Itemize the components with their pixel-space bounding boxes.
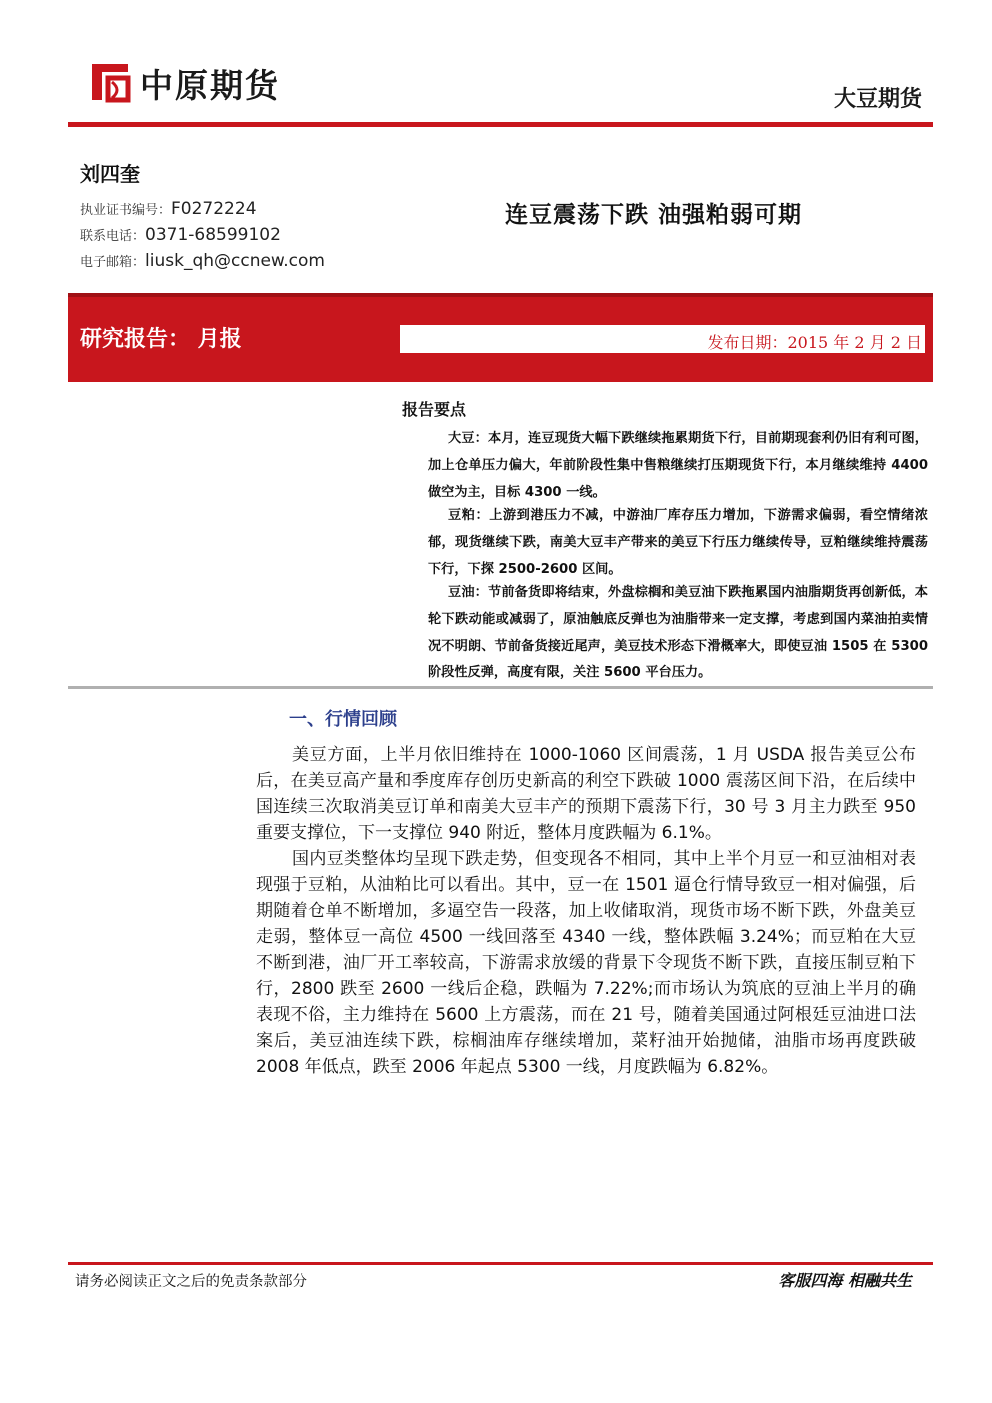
body-paragraph: 美豆方面，上半月依旧维持在 1000-1060 区间震荡，1 月 USDA 报告美豆公布后，在美豆高产量和季度库存创历史新高的利空下跌破 1000 震荡区间下沿，在后续中国连续三次取消美豆订单和南美大豆丰产的预期下震荡下行，30 号 3 月主力跌至 950 重要支撑位，下一支撑位 940 附近，整体月度跌幅为 6.1%。 (256, 745, 916, 843)
cert-value: F0272224 (171, 199, 257, 219)
analyst-name: 刘四奎 (80, 162, 140, 186)
key-points-heading: 报告要点 (402, 400, 467, 419)
key-point-soymeal: 豆粕：上游到港压力不减，中游油厂库存压力增加，下游需求偏弱，看空情绪浓郁，现货继续下跌，南美大豆丰产带来的美豆下行压力继续传导，豆粕继续维持震荡下行，下探 2500-2600 区间。 (428, 508, 928, 577)
phone-row (80, 225, 281, 245)
email-label: 电子邮箱： (80, 255, 146, 270)
footer-slogan: 客服四海 相融共生 (778, 1271, 912, 1290)
report-type: 研究报告： 月报 (80, 326, 242, 352)
email-value: liusk_qh@ccnew.com (145, 251, 325, 271)
report-category: 大豆期货 (833, 87, 922, 112)
key-points-divider (68, 686, 933, 689)
company-logo-text: 中原期货 (140, 66, 280, 105)
footer-divider (68, 1262, 933, 1265)
company-logo-icon (88, 60, 132, 104)
banner-top-edge (68, 293, 933, 297)
key-point-soyoil: 豆油：节前备货即将结束，外盘棕榈和美豆油下跌拖累国内油脂期货再创新低，本轮下跌动能或减弱了，原油触底反弹也为油脂带来一定支撑，考虑到国内菜油拍卖情况不明朗、节前备货接近尾声，美豆技术形态下滑概率大，即使豆油 1505 在 5300 阶段性反弹，高度有限，关注 5600 平台压力。 (428, 585, 928, 681)
cert-label: 执业证书编号： (80, 203, 172, 218)
cert-row (80, 199, 257, 219)
email-row (80, 251, 325, 271)
phone-value: 0371-68599102 (145, 225, 281, 245)
header-divider (68, 122, 933, 127)
phone-label: 联系电话： (80, 229, 146, 244)
section-title: 一、行情回顾 (289, 709, 397, 730)
body-paragraph: 国内豆类整体均呈现下跌走势，但变现各不相同，其中上半个月豆一和豆油相对表现强于豆粕，从油粕比可以看出。其中，豆一在 1501 逼仓行情导致豆一相对偏强，后期随着仓单不断增加，多逼空告一段落，加上收储取消，现货市场不断下跌，外盘美豆走弱，整体豆一高位 4500 一线回落至 4340 一线，整体跌幅 3.24%；而豆粕在大豆不断到港，油厂开工率较高，下游需求放缓的背景下令现货不断下跌，直接压制豆粕下行，2800 跌至 2600 一线后企稳，跌幅为 7.22%;而市场认为筑底的豆油上半月的确表现不俗，主力维持在 5600 上方震荡，而在 21 号，随着美国通过阿根廷豆油进口法案后，美豆油连续下跌，棕榈油库存继续增加，菜籽油开始抛储，油脂市场再度跌破 2008 年低点，跌至 2006 年起点 5300 一线，月度跌幅为 6.82%。 (256, 849, 916, 1077)
footer-disclaimer: 请务必阅读正文之后的免责条款部分 (75, 1274, 307, 1290)
report-title: 连豆震荡下跌 油强粕弱可期 (505, 201, 803, 228)
key-point-soybean: 大豆：本月，连豆现货大幅下跌继续拖累期货下行，目前期现套利仍旧有利可图，加上仓单压力偏大，年前阶段性集中售粮继续打压期现货下行，本月继续维持 4400 做空为主，目标 4300 一线。 (428, 431, 928, 500)
publish-date: 发布日期：2015 年 2 月 2 日 (707, 333, 922, 352)
